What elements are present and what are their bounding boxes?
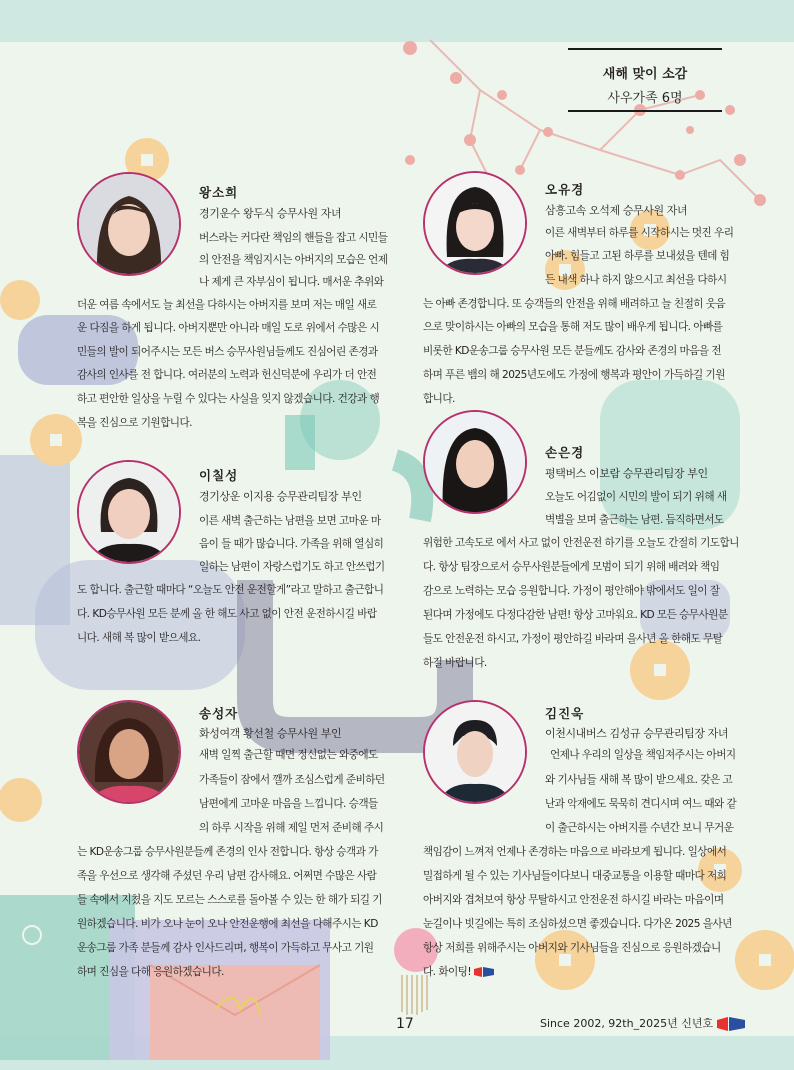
person-name: 김진욱 <box>545 706 585 721</box>
portrait-photo <box>77 460 181 564</box>
person-role: 삼흥고속 오석제 승무사원 자녀 <box>545 204 688 217</box>
text-line: 위험한 고속도로 에서 사고 없이 안전운전 하기를 오늘도 간절히 기도합니 <box>423 537 739 549</box>
text-line: 하며 진심을 다해 응원하겠습니다. <box>77 966 224 978</box>
text-line: 들 속에서 지쳤을 지도 모르는 스스로를 돌아볼 수 있는 한 해가 되길 기 <box>77 894 382 906</box>
person-role: 경기운수 왕두식 승무사원 자녀 <box>199 207 342 220</box>
person-name: 왕소희 <box>199 185 239 200</box>
text-line: 나 제게 큰 자부심이 됩니다. 매서운 추위와 <box>199 276 384 288</box>
text-line: 이 출근하시는 아버지를 수년간 보니 무거운 <box>545 822 734 834</box>
text-line: 운 다짐을 하게 됩니다. 아버지뿐만 아니라 매일 도로 위에서 수많은 시 <box>77 322 380 334</box>
portrait-photo <box>423 410 527 514</box>
text-line: 일하는 남편이 자랑스럽기도 하고 안쓰럽기 <box>199 561 385 573</box>
text-line: 음이 들 때가 많습니다. 가족을 위해 열심히 <box>199 538 384 550</box>
person-role: 화성여객 황선철 승무사원 부인 <box>199 727 342 740</box>
text-line: 는 아빠 존경합니다. 또 승객들의 안전을 위해 배려하고 늘 친절히 웃음 <box>423 298 726 310</box>
text-line: 책임감이 느껴져 언제나 존경하는 마음으로 바라보게 됩니다. 일상에서 <box>423 846 727 858</box>
text-line: 합니다. <box>423 393 455 405</box>
text-line: 복을 진심으로 기원합니다. <box>77 417 192 429</box>
kd-logo-icon <box>717 1017 745 1031</box>
text-line: 난과 악재에도 묵묵히 견디시며 여느 때와 같 <box>545 798 737 810</box>
page-number: 17 <box>396 1016 414 1032</box>
person-role: 이천시내버스 김성규 승무관리팀장 자녀 <box>545 727 729 740</box>
text-line: 와 기사님들 새해 복 많이 받으세요. 갖은 고 <box>545 774 733 786</box>
closing-text: 다. 화이팅! <box>423 966 472 978</box>
section-subtitle: 사우가족 6명 <box>607 91 683 106</box>
section-header <box>568 48 722 112</box>
text-line: 민들의 발이 되어주시는 모든 버스 승무사원님들께도 진심어린 존경과 <box>77 346 378 358</box>
text-line-last <box>423 967 494 978</box>
portrait-photo <box>77 172 181 276</box>
text-line: 감으로 노력하는 모습 응원합니다. 가정이 평안해야 밖에서도 일이 잘 <box>423 585 720 597</box>
issue-label: Since 2002, 92th_2025년 신년호 <box>540 1017 714 1030</box>
person-role: 경기상운 이지용 승무관리팀장 부인 <box>199 490 362 503</box>
person-role: 평택버스 이보람 승무관리팀장 부인 <box>545 467 708 480</box>
text-line: 족을 우선으로 생각해 주셨던 우리 남편 감사해요. 어쩌면 수많은 사람 <box>77 870 377 882</box>
person-name: 송성자 <box>199 706 239 721</box>
text-line: 들도 안전운전 하시고, 가정이 평안하길 바라며 을사년 올 한해도 무탈 <box>423 633 723 645</box>
text-line: 언제나 우리의 일상을 책임져주시는 아버지 <box>550 749 736 761</box>
person-name: 오유경 <box>545 182 585 197</box>
text-line: 운송그룹 가족 분들께 감사 인사드리며, 행복이 가득하고 무사고 기원 <box>77 942 374 954</box>
text-line: 비롯한 KD운송그룹 승무사원 모든 분들께도 감사와 존경의 마음을 전 <box>423 345 721 357</box>
text-line: 다. 항상 팀장으로서 승무사원분들에게 모범이 되기 위해 배려와 책임 <box>423 561 720 573</box>
person-name: 이칠성 <box>199 468 239 483</box>
text-line: 으로 맞이하시는 아빠의 모습을 통해 저도 많이 배우게 됩니다. 아빠를 <box>423 321 723 333</box>
text-line: 하며 푸른 뱀의 해 2025년도에도 가정에 행복과 평안이 가득하길 기원 <box>423 369 725 381</box>
text-line: 다. KD승무사원 모든 분께 올 한 해도 사고 없이 안전 운전하시길 바랍 <box>77 608 377 620</box>
footer <box>540 1015 745 1031</box>
text-line: 버스라는 커다란 책임의 핸들을 잡고 시민들 <box>199 232 388 244</box>
text-line: 아버지와 겹쳐보여 항상 무탈하시고 안전운전 하시길 바라는 마음이며 <box>423 894 724 906</box>
text-line: 아빠. 힘들고 고된 하루를 보내셨을 텐데 힘 <box>545 250 730 262</box>
text-line: 하길 바랍니다. <box>423 657 487 669</box>
text-line: 니다. 새해 복 많이 받으세요. <box>77 632 201 644</box>
kd-logo-icon <box>474 967 494 977</box>
text-line: 항상 저희를 위해주시는 아버지와 기사님들을 진심으로 응원하겠습니 <box>423 942 721 954</box>
text-line: 원하겠습니다. 비가 오나 눈이 오나 안전운행에 최선을 다해주시는 KD <box>77 918 378 930</box>
text-line: 벽별을 보며 출근하는 남편. 듬직하면서도 <box>545 514 724 526</box>
text-line: 는 KD운송그룹 승무사원분들께 존경의 인사 전합니다. 항상 승객과 가 <box>77 846 378 858</box>
text-line: 든 내색 하나 하지 않으시고 최선을 다하시 <box>545 274 727 286</box>
portrait-photo <box>423 700 527 804</box>
text-line: 밀접하게 될 수 있는 기사님들이다보니 대중교통을 이용할 때마다 저희 <box>423 870 727 882</box>
text-line: 가족들이 잠에서 깰까 조심스럽게 준비하던 <box>199 774 385 786</box>
text-line: 이른 새벽부터 하루를 시작하시는 멋진 우리 <box>545 227 734 239</box>
text-line: 오늘도 어김없이 시민의 발이 되기 위해 새 <box>545 491 727 503</box>
text-line: 눈길이나 빗길에는 특히 조심하셨으면 좋겠습니다. 다가온 2025 을사년 <box>423 918 732 930</box>
person-name: 손은경 <box>545 445 585 460</box>
text-line: 새벽 일찍 출근할 때면 정신없는 와중에도 <box>199 749 378 761</box>
text-line: 남편에게 고마운 마음을 느낍니다. 승객들 <box>199 798 378 810</box>
text-line: 이른 새벽 출근하는 남편을 보면 고마운 마 <box>199 515 381 527</box>
text-line: 된다며 가정에도 다정다감한 남편! 항상 고마워요. KD 모든 승무사원분 <box>423 609 728 621</box>
portrait-photo <box>77 700 181 804</box>
text-line: 의 하루 시작을 위해 제일 먼저 준비해 주시 <box>199 822 384 834</box>
section-title: 새해 맞이 소감 <box>602 67 688 82</box>
text-line: 하고 편안한 일상을 누릴 수 있다는 사실을 잊지 않겠습니다. 건강과 행 <box>77 393 380 405</box>
portrait-photo <box>423 171 527 275</box>
text-line: 감사의 인사를 전 합니다. 여러분의 노력과 헌신덕분에 우리가 더 안전 <box>77 369 377 381</box>
text-line: 도 합니다. 출근할 때마다 “오늘도 안전 운전할게”라고 말하고 출근합니 <box>77 584 384 596</box>
text-line: 의 안전을 책임지시는 아버지의 모습은 언제 <box>199 254 388 266</box>
text-line: 더운 여름 속에서도 늘 최선을 다하시는 아버지를 보며 저는 매일 새로 <box>77 299 377 311</box>
